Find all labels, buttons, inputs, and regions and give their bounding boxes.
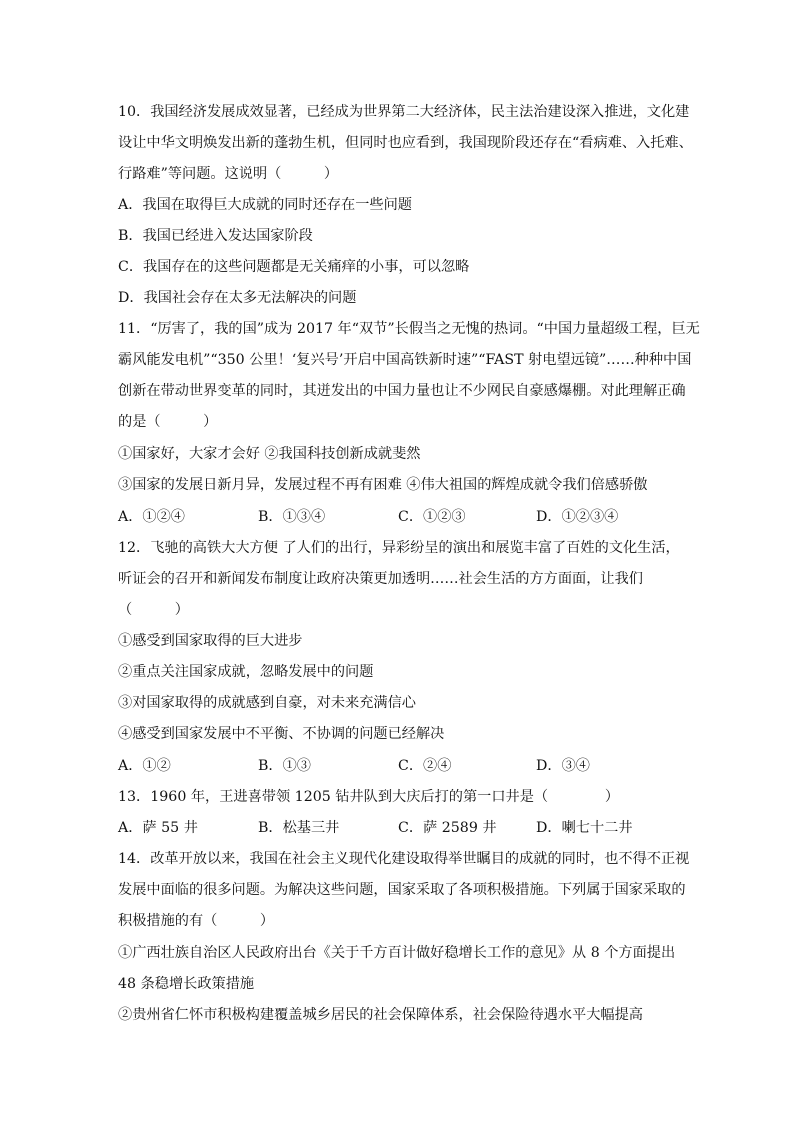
q10-option-d: D．我国社会存在太多无法解决的问题 <box>118 290 357 306</box>
q13-option-b: B．松基三井 <box>258 820 340 836</box>
q14-stem-line-2: 发展中面临的很多问题。为解决这些问题，国家采取了各项积极措施。下列属于国家采取的 <box>118 882 686 898</box>
q12-statement-4: ④感受到国家发展中不平衡、不协调的问题已经解决 <box>118 726 445 742</box>
q12-stem-line-1: 12．飞驰的高铁大大方便 了人们的出行，异彩纷呈的演出和展览丰富了百姓的文化生活， <box>118 540 680 556</box>
q11-option-c: C．①②③ <box>398 509 466 525</box>
q13-stem-line-1: 13．1960 年，王进喜带领 1205 钻井队到大庆后打的第一口井是（ ） <box>118 789 620 805</box>
q11-option-b: B．①③④ <box>258 509 326 525</box>
q12-option-d: D．③④ <box>536 758 590 774</box>
q13-option-c: C．萨 2589 井 <box>398 820 497 836</box>
q12-statement-1: ①感受到国家取得的巨大进步 <box>118 633 303 649</box>
q13-option-a: A．萨 55 井 <box>118 820 198 836</box>
q12-option-a: A．①② <box>118 758 171 774</box>
q14-stem-line-1: 14．改革开放以来，我国在社会主义现代化建设取得举世瞩目的成就的同时，也不得不正视 <box>118 851 690 867</box>
q11-statement-1: ①国家好，大家才会好 ②我国科技创新成就斐然 <box>118 446 421 462</box>
q11-options-row <box>118 507 688 527</box>
q14-statement-2: ②贵州省仁怀市积极构建覆盖城乡居民的社会保障体系，社会保险待遇水平大幅提高 <box>118 1007 643 1023</box>
q10-option-c: C．我国存在的这些问题都是无关痛痒的小事，可以忽略 <box>118 259 470 275</box>
q11-statement-2: ③国家的发展日新月异，发展过程不再有困难 ④伟大祖国的辉煌成就令我们倍感骄傲 <box>118 477 648 493</box>
q12-option-c: C．②④ <box>398 758 452 774</box>
q10-stem-line-1: 10．我国经济发展成效显著，已经成为世界第二大经济体，民主法治建设深入推进，文化建 <box>118 104 690 120</box>
q12-option-b: B．①③ <box>258 758 311 774</box>
q12-statement-3: ③对国家取得的成就感到自豪，对未来充满信心 <box>118 695 416 711</box>
q10-stem-line-2: 设让中华文明焕发出新的蓬勃生机，但同时也应看到，我国现阶段还存在“看病难、入托难、 <box>118 135 693 151</box>
q11-stem-line-1: 11．“厉害了，我的国”成为 2017 年“双节”长假当之无愧的热词。“中国力量超级工程，巨无 <box>118 321 700 337</box>
q11-option-a: A．①②④ <box>118 509 185 525</box>
q12-statement-2: ②重点关注国家成就，忽略发展中的问题 <box>118 664 374 680</box>
q11-stem-line-2: 霸风能发电机”“350 公里！‘复兴号’开启中国高铁新时速”“FAST 射电望远镜”……种种中国 <box>118 352 692 368</box>
q10-stem-line-3: 行路难”等问题。这说明（ ） <box>118 166 339 182</box>
q11-option-d: D．①②③④ <box>536 509 619 525</box>
q14-stem-line-3: 积极措施的有（ ） <box>118 913 275 929</box>
q11-stem-line-3: 创新在带动世界变革的同时，其迸发出的中国力量也让不少网民自豪感爆棚。对此理解正确 <box>118 383 686 399</box>
q14-statement-1-cont: 48 条稳增长政策措施 <box>118 976 255 992</box>
q12-options-row <box>118 756 688 776</box>
q12-stem-line-3: （ ） <box>118 602 189 618</box>
q10-option-b: B．我国已经进入发达国家阶段 <box>118 228 313 244</box>
q11-stem-line-4: 的是（ ） <box>118 414 218 430</box>
q13-option-d: D．喇七十二井 <box>536 820 633 836</box>
q13-options-row <box>118 818 688 838</box>
q14-statement-1: ①广西壮族自治区人民政府出台《关于千方百计做好稳增长工作的意见》从 8 个方面提出 <box>118 945 676 961</box>
q12-stem-line-2: 听证会的召开和新闻发布制度让政府决策更加透明……社会生活的方方面面，让我们 <box>118 571 643 587</box>
q10-option-a: A．我国在取得巨大成就的同时还存在一些问题 <box>118 197 412 213</box>
